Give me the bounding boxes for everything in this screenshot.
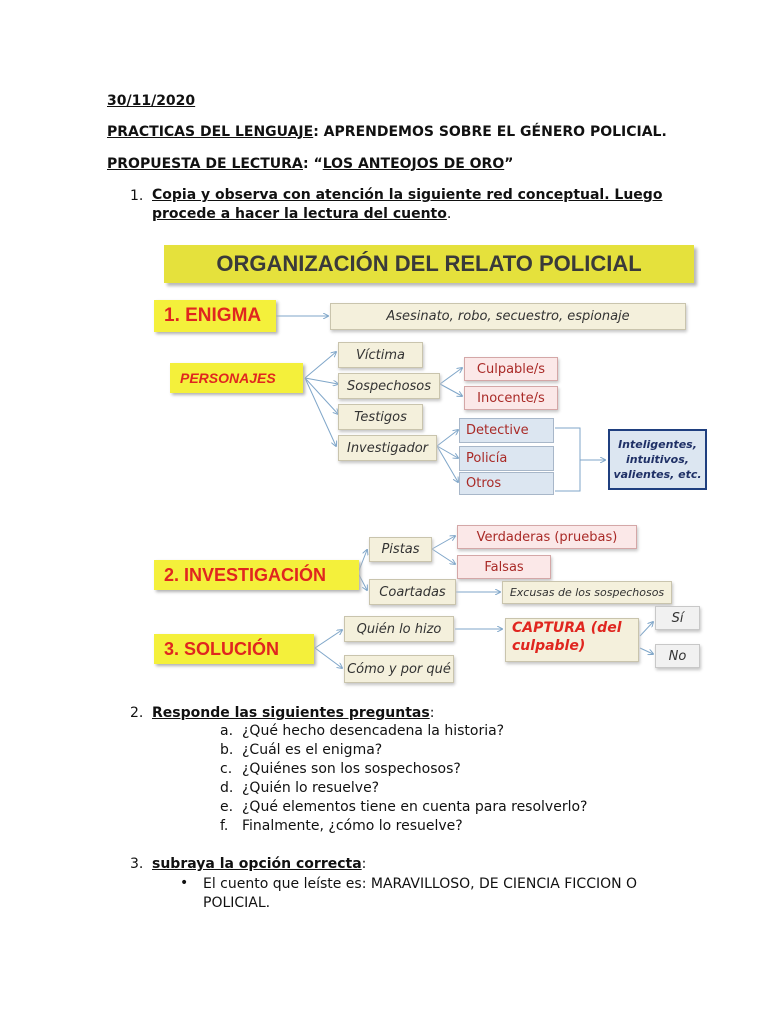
item3-heading: [152, 856, 366, 872]
item2-heading: [152, 705, 434, 721]
propuesta-open-quote: “: [313, 156, 323, 172]
rasgos-box: [608, 429, 707, 490]
enigma-desc-box: Asesinato, robo, secuestro, espionaje: [330, 303, 686, 330]
item1-line2: procede a hacer la lectura del cuento: [152, 206, 447, 222]
item3-bullet: •: [180, 875, 189, 891]
item3-line2: POLICIAL.: [203, 895, 271, 911]
testigos-box: Testigos: [338, 404, 423, 430]
q-b-text: ¿Cuál es el enigma?: [242, 742, 383, 758]
personajes-box: PERSONAJES: [170, 363, 303, 393]
item1-line1: Copia y observa con atención la siguiente red conceptual. Luego: [152, 187, 663, 203]
sospechosos-box: Sospechosos: [338, 373, 440, 399]
q-b-letter: b.: [220, 742, 234, 758]
propuesta-title: LOS ANTEOJOS DE ORO: [322, 156, 505, 172]
item2-label: Responde las siguientes preguntas: [152, 705, 430, 721]
q-c-letter: c.: [220, 761, 233, 777]
q-c-text: ¿Quiénes son los sospechosos?: [242, 761, 461, 777]
practicas-colon: :: [313, 124, 319, 140]
excusas-box: Excusas de los sospechosos: [502, 581, 672, 604]
quien-box: Quién lo hizo: [344, 616, 454, 642]
enigma-box: 1. ENIGMA: [154, 300, 276, 332]
practicas-heading: [107, 124, 667, 140]
item1-dot: .: [446, 206, 452, 222]
captura-line-2: culpable): [512, 638, 586, 654]
pistas-box: Pistas: [369, 537, 432, 562]
coartadas-box: Coartadas: [369, 579, 456, 605]
culpables-box: Culpable/s: [464, 357, 558, 381]
propuesta-colon: :: [303, 156, 314, 172]
q-d-text: ¿Quién lo resuelve?: [242, 780, 380, 796]
item3-label: subraya la opción correcta: [152, 856, 362, 872]
rasgos-line-2: intuitivos,: [626, 453, 689, 466]
investigacion-box: 2. INVESTIGACIÓN: [154, 560, 359, 590]
detective-box: Detective: [459, 418, 554, 443]
q-f-text: Finalmente, ¿cómo lo resuelve?: [242, 818, 463, 834]
como-box: Cómo y por qué: [344, 655, 454, 683]
q-a-text: ¿Qué hecho desencadena la historia?: [242, 723, 505, 739]
propuesta-label: PROPUESTA DE LECTURA: [107, 156, 303, 172]
item3-colon: :: [361, 856, 367, 872]
item1-number: 1.: [130, 188, 144, 204]
q-a-letter: a.: [220, 723, 234, 739]
practicas-label: PRACTICAS DEL LENGUAJE: [107, 124, 314, 140]
item3-number: 3.: [130, 856, 144, 872]
item2-colon: :: [429, 705, 435, 721]
q-e-text: ¿Qué elementos tiene en cuenta para resolverlo?: [242, 799, 588, 815]
q-d-letter: d.: [220, 780, 234, 796]
investigador-box: Investigador: [338, 435, 437, 461]
inocentes-box: Inocente/s: [464, 386, 558, 410]
q-f-letter: f.: [220, 818, 229, 834]
q-e-letter: e.: [220, 799, 234, 815]
concept-map: [150, 238, 710, 688]
falsas-box: Falsas: [457, 555, 551, 579]
policia-box: Policía: [459, 446, 554, 471]
item1-line2-wrap: [152, 206, 451, 222]
item2-number: 2.: [130, 705, 144, 721]
practicas-text: APRENDEMOS SOBRE EL GÉNERO POLICIAL.: [318, 124, 667, 140]
solucion-box: 3. SOLUCIÓN: [154, 634, 314, 664]
captura-line-1: CAPTURA (del: [512, 620, 622, 636]
captura-box: [505, 618, 639, 662]
otros-box: Otros: [459, 472, 554, 495]
verdaderas-box: Verdaderas (pruebas): [457, 525, 637, 549]
propuesta-close-quote: ”: [504, 156, 514, 172]
propuesta-heading: [107, 156, 513, 172]
si-box: Sí: [655, 606, 700, 630]
date: 30/11/2020: [107, 93, 196, 109]
diagram-title: ORGANIZACIÓN DEL RELATO POLICIAL: [164, 245, 694, 283]
item3-line1: El cuento que leíste es: MARAVILLOSO, DE CIENCIA FICCION O: [203, 876, 638, 892]
rasgos-line-3: valientes, etc.: [613, 468, 702, 481]
no-box: No: [655, 644, 700, 668]
victima-box: Víctima: [338, 342, 423, 368]
rasgos-line-1: Inteligentes,: [618, 438, 697, 451]
